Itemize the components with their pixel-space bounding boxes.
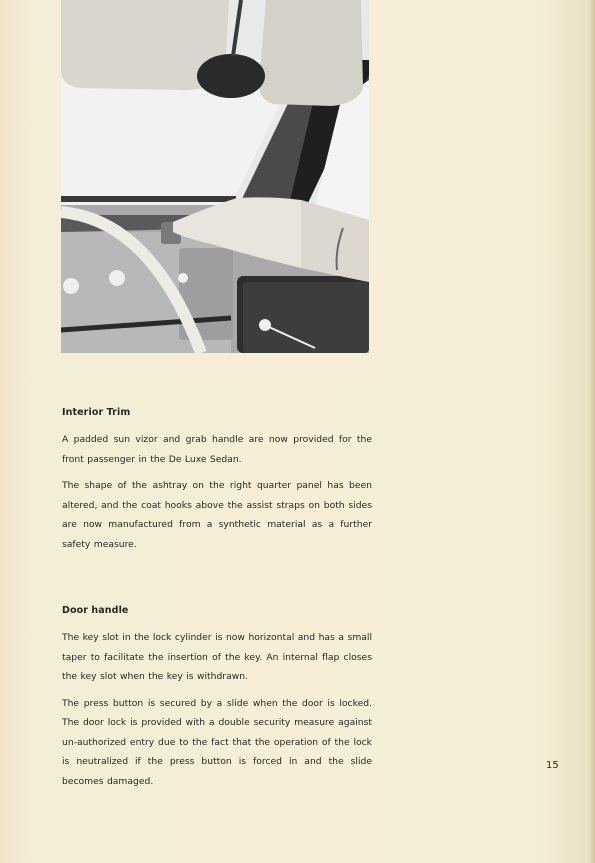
page-edge bbox=[590, 0, 595, 863]
section-heading: Door handle bbox=[62, 605, 129, 616]
section-heading: Interior Trim bbox=[62, 407, 131, 418]
section-interior-trim bbox=[62, 407, 372, 561]
car-interior-photo bbox=[61, 0, 369, 353]
page-number: 15 bbox=[546, 760, 559, 771]
section-door-handle bbox=[62, 605, 372, 798]
paragraph: The key slot in the lock cylinder is now horizontal and has a small taper to facilitate the insertion of the key. An internal flap closes the key slot when the key is withdrawn. bbox=[62, 632, 372, 682]
paragraph: A padded sun vizor and grab handle are now provided for the front passenger in the De Luxe Sedan. bbox=[62, 434, 372, 465]
paragraph: The shape of the ashtray on the right quarter panel has been altered, and the coat hooks above the assist straps on both sides are now manufactured from a synthetic material as a further safety measure. bbox=[62, 480, 372, 550]
paragraph: The press button is secured by a slide when the door is locked. The door lock is provided with a double security measure against un-authorized entry due to the fact that the operation of the lock is neutralized if the press button is forced in and the slide becomes damaged. bbox=[62, 697, 372, 787]
